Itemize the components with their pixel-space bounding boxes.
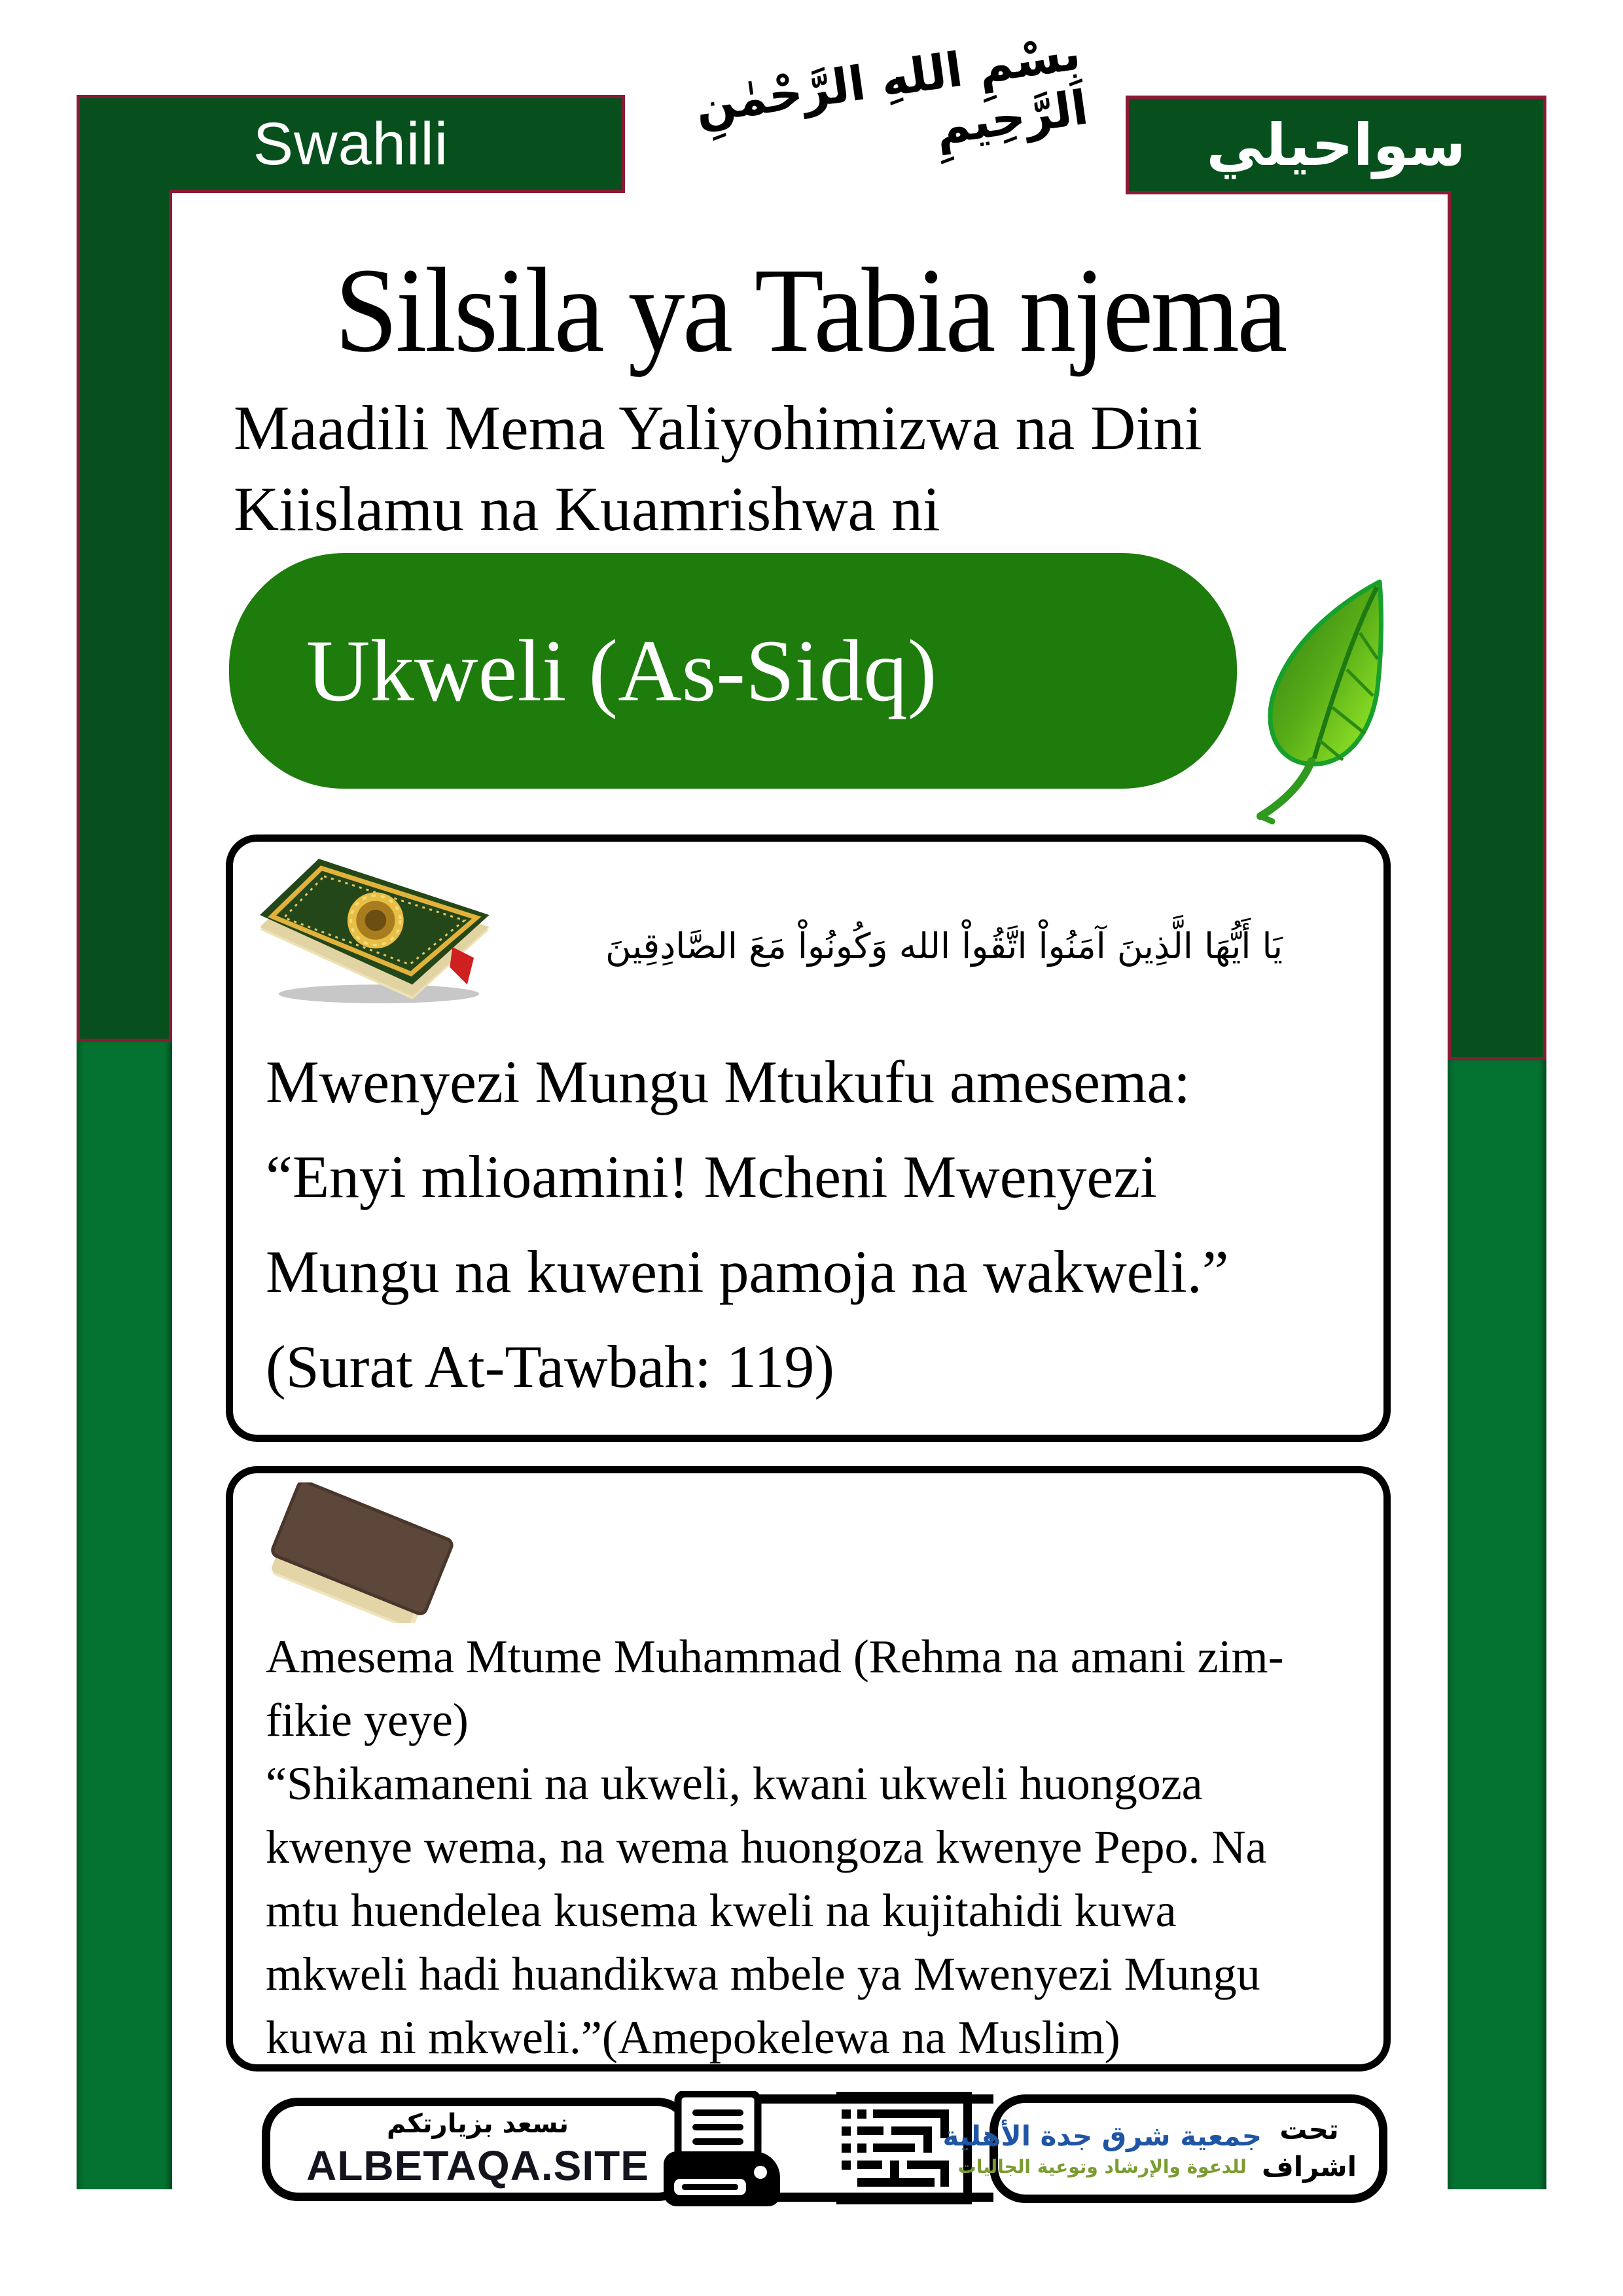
right-language-tab — [1126, 96, 1546, 194]
left-border-strip-dark — [77, 190, 172, 1042]
hadith-line: “Shikamaneni na ukweli, kwani ukweli huongoza — [266, 1757, 1203, 1810]
footer-visit-box — [262, 2098, 694, 2201]
hadith-text — [266, 1625, 1284, 2070]
hadith-line: mtu huendelea kusema kweli na kujitahidi kuwa — [266, 1884, 1177, 1937]
hadith-line: kwenye wema, na wema huongoza kwenye Pepo. Na — [266, 1821, 1267, 1873]
verse-arabic: يَا أَيُّهَا الَّذِينَ آمَنُواْ اتَّقُواْ الله وَكُونُواْ مَعَ الصَّادِقِينَ — [605, 925, 1283, 967]
org-name-blue: جمعية شرق جدة الأهلية — [942, 2120, 1262, 2152]
quran-verse-box — [226, 834, 1391, 1442]
hadith-line: Amesema Mtume Muhammad (Rehma na amani zim- — [266, 1630, 1284, 1683]
page-subtitle — [234, 387, 1202, 550]
subtitle-line-2: Kiislamu na Kuamrishwa ni — [234, 474, 940, 544]
left-border-strip-light — [77, 1042, 172, 2189]
bismillah-calligraphy: بِسْمِ اللهِ الرَّحْمٰنِ الرَّحِيمِ — [691, 25, 1092, 156]
org-desc-green: للدعوة والإرشاد وتوعية الجاليات — [957, 2156, 1247, 2178]
supervision-text — [1262, 2111, 1357, 2185]
hadith-line: kuwa ni mkweli.”(Amepokelewa na Muslim) — [266, 2011, 1120, 2064]
page-title: Silsila ya Tabia njema — [334, 243, 1285, 378]
translation-line: “Enyi mlioamini! Mcheni Mwenyezi — [266, 1143, 1157, 1210]
language-label-arabic: سواحيلي — [1206, 111, 1466, 179]
topic-pill — [229, 553, 1237, 789]
book-icon — [247, 1482, 473, 1623]
organization-names — [943, 2120, 1262, 2178]
right-border-strip-dark — [1448, 191, 1546, 1060]
right-border-strip-light — [1448, 1060, 1546, 2189]
footer-org-box — [942, 2094, 1387, 2203]
verse-translation — [266, 1035, 1229, 1414]
printer-icon — [662, 2091, 834, 2208]
quran-icon — [251, 853, 507, 1007]
topic-label: Ukweli (As-Sidq) — [306, 622, 937, 720]
hadith-line: mkweli hadi huandikwa mbele ya Mwenyezi Mungu — [266, 1948, 1260, 2000]
visit-text: نسعد بزيارتكم — [387, 2109, 569, 2139]
supervision-line-1: تحت — [1279, 2113, 1339, 2146]
leaf-icon — [1243, 573, 1417, 831]
translation-line: Mungu na kuweni pamoja na wakweli.” — [266, 1238, 1229, 1305]
site-name: ALBETAQA.SITE — [306, 2142, 649, 2189]
language-label-swahili: Swahili — [253, 110, 449, 177]
translation-line: (Surat At-Tawbah: 119) — [266, 1333, 835, 1400]
translation-line: Mwenyezi Mungu Mtukufu amesema: — [266, 1049, 1190, 1115]
subtitle-line-1: Maadili Mema Yaliyohimizwa na Dini — [234, 393, 1202, 463]
hadith-box — [226, 1466, 1391, 2072]
supervision-line-2: اشراف — [1261, 2151, 1357, 2183]
hadith-line: fikie yeye) — [266, 1694, 469, 1746]
